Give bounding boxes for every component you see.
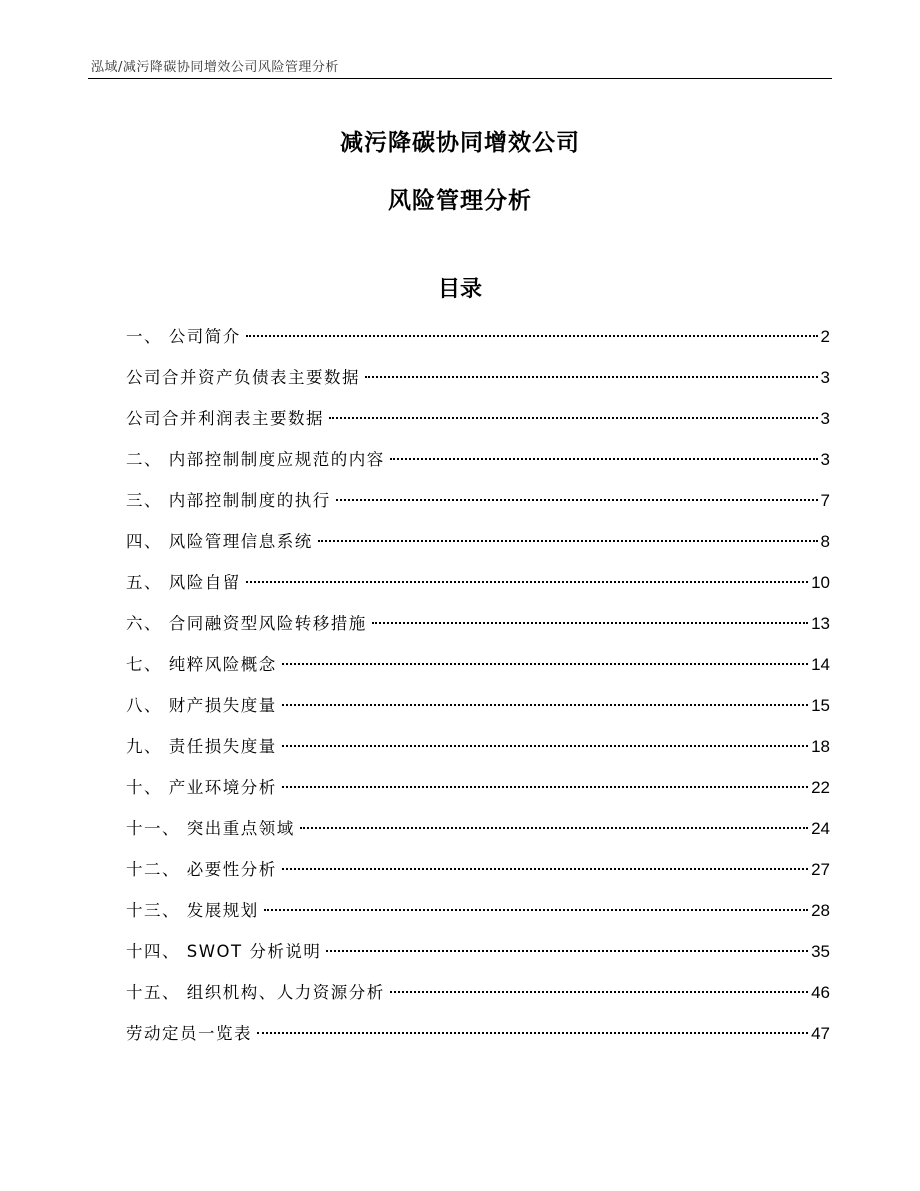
toc-entry-label: 十、 产业环境分析 bbox=[126, 778, 277, 797]
toc-entry-page: 46 bbox=[811, 983, 830, 1002]
toc-entry-label: 四、 风险管理信息系统 bbox=[126, 532, 313, 551]
toc-entry-label: 五、 风险自留 bbox=[126, 573, 241, 592]
toc-entry-label: 八、 财产损失度量 bbox=[126, 696, 277, 715]
document-title-line-1: 减污降碳协同增效公司 bbox=[340, 130, 580, 156]
toc-entry-page: 14 bbox=[811, 655, 830, 674]
toc-entry-label: 九、 责任损失度量 bbox=[126, 737, 277, 756]
toc-entry-label: 劳动定员一览表 bbox=[126, 1024, 252, 1043]
toc-entry[interactable] bbox=[126, 568, 830, 609]
toc-entry[interactable] bbox=[126, 896, 830, 937]
toc-entry[interactable] bbox=[126, 732, 830, 773]
toc-entry[interactable] bbox=[126, 814, 830, 855]
header-divider bbox=[88, 78, 832, 79]
toc-entry-page: 3 bbox=[820, 450, 830, 469]
toc-entry-page: 3 bbox=[820, 409, 830, 428]
toc-entry[interactable] bbox=[126, 1019, 830, 1060]
toc-dot-leader bbox=[329, 417, 818, 419]
toc-entry-label: 十四、 SWOT 分析说明 bbox=[126, 942, 322, 961]
toc-dot-leader bbox=[390, 458, 818, 460]
toc-entry-page: 18 bbox=[811, 737, 830, 756]
toc-entry-page: 28 bbox=[811, 901, 830, 920]
toc-dot-leader bbox=[282, 745, 808, 747]
toc-dot-leader bbox=[257, 1032, 808, 1034]
toc-entry[interactable] bbox=[126, 404, 830, 445]
toc-entry-page: 13 bbox=[811, 614, 830, 633]
toc-entry-label: 七、 纯粹风险概念 bbox=[126, 655, 277, 674]
toc-entry[interactable] bbox=[126, 937, 830, 978]
toc-heading: 目录 bbox=[437, 277, 482, 302]
document-title-line-2: 风险管理分析 bbox=[388, 188, 532, 214]
toc-entry[interactable] bbox=[126, 773, 830, 814]
toc-entry-page: 22 bbox=[811, 778, 830, 797]
toc-entry[interactable] bbox=[126, 609, 830, 650]
toc-dot-leader bbox=[326, 950, 808, 952]
toc-entry[interactable] bbox=[126, 445, 830, 486]
toc-entry-label: 十五、 组织机构、人力资源分析 bbox=[126, 983, 385, 1002]
toc-dot-leader bbox=[246, 335, 818, 337]
toc-entry[interactable] bbox=[126, 691, 830, 732]
toc-dot-leader bbox=[372, 622, 808, 624]
toc-dot-leader bbox=[365, 376, 818, 378]
toc-dot-leader bbox=[282, 868, 808, 870]
toc-dot-leader bbox=[300, 827, 808, 829]
toc-dot-leader bbox=[282, 786, 808, 788]
toc-entry-page: 8 bbox=[820, 532, 830, 551]
toc-entry-label: 一、 公司简介 bbox=[126, 327, 241, 346]
toc-entry-label: 十二、 必要性分析 bbox=[126, 860, 277, 879]
toc-entry-page: 47 bbox=[811, 1024, 830, 1043]
toc-dot-leader bbox=[264, 909, 808, 911]
toc-dot-leader bbox=[282, 663, 808, 665]
toc-entry-label: 三、 内部控制制度的执行 bbox=[126, 491, 331, 510]
toc-entry-label: 六、 合同融资型风险转移措施 bbox=[126, 614, 367, 633]
toc-entry[interactable] bbox=[126, 322, 830, 363]
toc-entry[interactable] bbox=[126, 650, 830, 691]
toc-entry-page: 3 bbox=[820, 368, 830, 387]
toc-entry-label: 公司合并利润表主要数据 bbox=[126, 409, 324, 428]
toc-entry-page: 2 bbox=[820, 327, 830, 346]
toc-entry[interactable] bbox=[126, 978, 830, 1019]
toc-entry[interactable] bbox=[126, 486, 830, 527]
toc-entry[interactable] bbox=[126, 855, 830, 896]
toc-dot-leader bbox=[390, 991, 808, 993]
toc-entry[interactable] bbox=[126, 527, 830, 568]
toc-entry-page: 35 bbox=[811, 942, 830, 961]
toc-entry-page: 24 bbox=[811, 819, 830, 838]
toc-entry-page: 10 bbox=[811, 573, 830, 592]
toc-entry-label: 十三、 发展规划 bbox=[126, 901, 259, 920]
toc-dot-leader bbox=[336, 499, 818, 501]
toc-entry-label: 十一、 突出重点领域 bbox=[126, 819, 295, 838]
toc-entry-label: 二、 内部控制制度应规范的内容 bbox=[126, 450, 385, 469]
toc-entry-page: 27 bbox=[811, 860, 830, 879]
toc-entry-page: 15 bbox=[811, 696, 830, 715]
toc-dot-leader bbox=[318, 540, 818, 542]
toc-dot-leader bbox=[282, 704, 808, 706]
running-header: 泓域/减污降碳协同增效公司风险管理分析 bbox=[91, 60, 339, 75]
toc-entry-page: 7 bbox=[820, 491, 830, 510]
toc-entry[interactable] bbox=[126, 363, 830, 404]
table-of-contents bbox=[126, 322, 830, 1060]
toc-entry-label: 公司合并资产负债表主要数据 bbox=[126, 368, 360, 387]
toc-dot-leader bbox=[246, 581, 808, 583]
